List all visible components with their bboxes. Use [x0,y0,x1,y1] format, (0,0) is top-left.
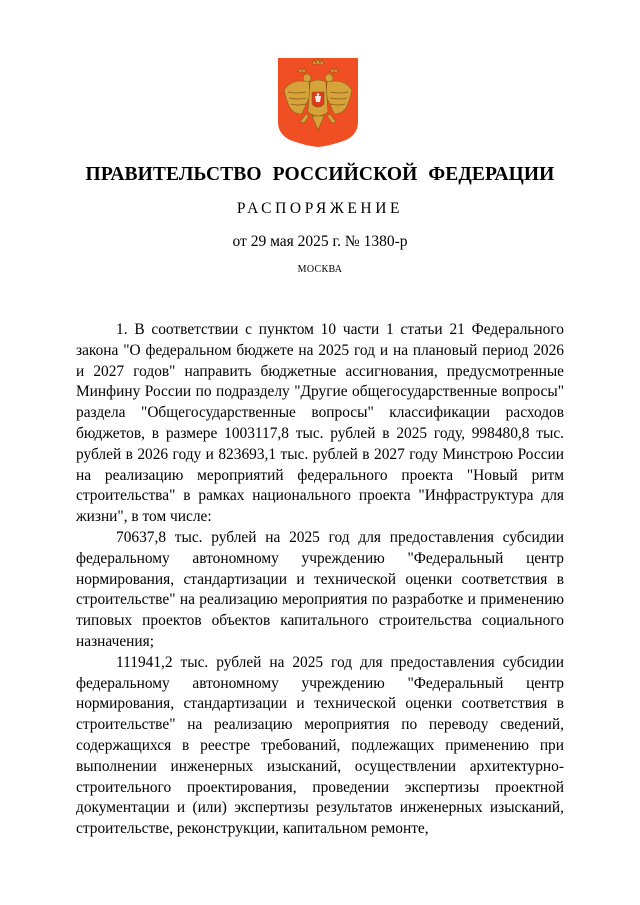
document-date-number: от 29 мая 2025 г. № 1380-р [232,233,408,250]
paragraph: 70637,8 тыс. рублей на 2025 год для предоставления субсидии федеральному автономному учреждению "Федеральный центр нормирования, стандартизации и технической оценки соответствия в строительстве" на реализацию мероприятия по разработке и применению типовых проектов объектов капитального строительства социального назначения; [76,528,564,650]
coat-of-arms-icon [276,56,360,148]
document-city: МОСКВА [297,264,343,275]
government-title: ПРАВИТЕЛЬСТВО РОССИЙСКОЙ ФЕДЕРАЦИИ [85,164,555,185]
document-body [76,320,564,840]
document-type: РАСПОРЯЖЕНИЕ [236,200,404,217]
paragraph: 111941,2 тыс. рублей на 2025 год для предоставления субсидии федеральному автономному учреждению "Федеральный центр нормирования, стандартизации и технической оценки соответствия в строительстве" на реализацию мероприятия по переводу сведений, содержащихся в реестре требований, подлежащих применению при выполнении инженерных изысканий, осуществлении архитектурно-строительного проектирования, проведении экспертизы проектной документации и (или) экспертизы результатов инженерных изысканий, строительстве, реконструкции, капитальном ремонте, [76,653,564,838]
paragraph: 1. В соответствии с пунктом 10 части 1 статьи 21 Федерального закона "О федеральном бюджете на 2025 год и на плановый период 2026 и 2027 годов" направить бюджетные ассигнования, предусмотренные Минфину России по подразделу "Другие общегосударственные вопросы" раздела "Общегосударственные вопросы" классификации расходов бюджетов, в размере 1003117,8 тыс. рублей в 2025 году, 998480,8 тыс. рублей в 2026 году и 823693,1 тыс. рублей в 2027 году Минстрою России на реализацию мероприятий федерального проекта "Новый ритм строительства" в рамках национального проекта "Инфраструктура для жизни", в том числе: [76,321,564,526]
